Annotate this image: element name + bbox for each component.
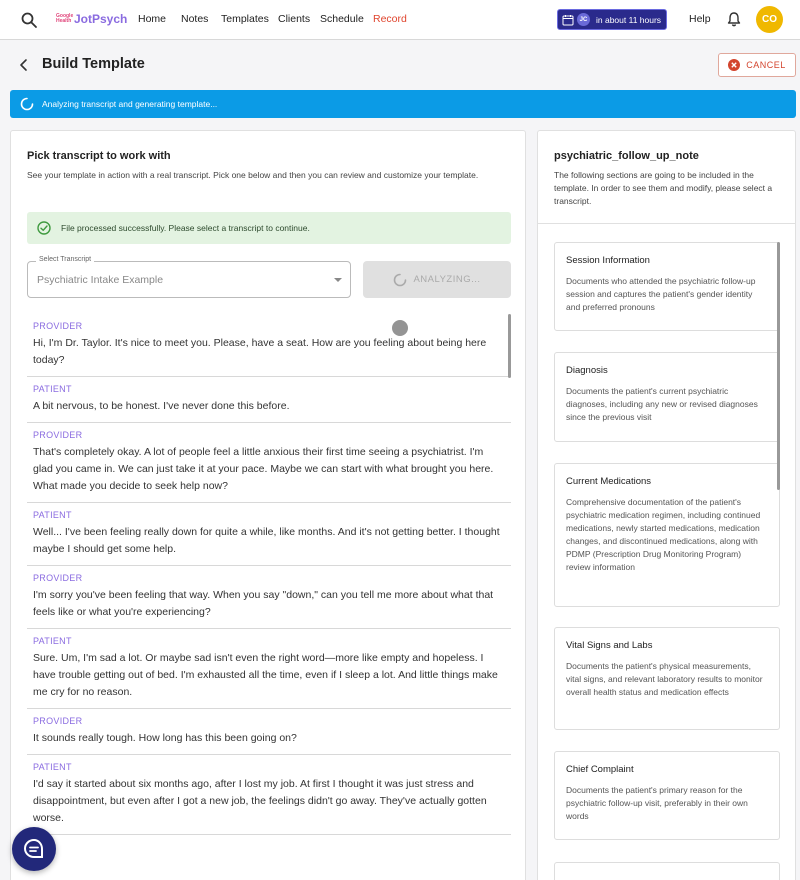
section-card[interactable]	[554, 242, 780, 331]
speaker-label: PROVIDER	[33, 430, 83, 440]
transcript-turn	[27, 629, 511, 709]
jotpsych-logo[interactable]	[56, 12, 127, 26]
section-title: Current Medications	[566, 476, 652, 487]
speaker-label: PROVIDER	[33, 573, 83, 583]
speaker-label: PATIENT	[33, 510, 72, 520]
spinner-icon	[20, 97, 34, 111]
transcript-turn	[27, 314, 511, 377]
nav-schedule[interactable]: Schedule	[320, 13, 364, 25]
section-description: Documents the patient's primary reason for the psychiatric follow-up visit, preferably in their own words	[566, 785, 748, 821]
mouse-cursor	[392, 320, 408, 336]
analyzing-banner	[10, 90, 796, 118]
section-scrollbar[interactable]	[777, 242, 780, 490]
nav-templates[interactable]: Templates	[221, 13, 269, 25]
section-title: Diagnosis	[566, 365, 608, 376]
speaker-label: PATIENT	[33, 636, 72, 646]
transcript-turn	[27, 709, 511, 755]
top-nav	[0, 0, 800, 40]
nav-clients[interactable]: Clients	[278, 13, 311, 25]
next-appointment-pill[interactable]	[557, 9, 667, 30]
check-circle-icon	[37, 221, 51, 235]
select-value: Psychiatric Intake Example	[37, 274, 164, 286]
transcript-turn	[27, 503, 511, 566]
section-list	[538, 223, 796, 880]
section-title: Vital Signs and Labs	[566, 640, 653, 651]
utterance-text: It sounds really tough. How long has this been going on?	[33, 732, 297, 744]
section-card[interactable]	[554, 862, 780, 880]
section-title: Chief Complaint	[566, 764, 634, 775]
utterance-text: Sure. Um, I'm sad a lot. Or maybe sad isn't even the right word—more like empty and hopeless. I have trouble getting out of bed. I'm exhausted all the time, even if I sleep a lot. And little things make me cry for no reason.	[33, 652, 498, 698]
template-name: psychiatric_follow_up_note	[554, 150, 699, 162]
nav-home[interactable]: Home	[138, 13, 167, 25]
spinner-icon	[393, 273, 407, 287]
template-description: The following sections are going to be included in the template. In order to see them and modify, please select a transcript.	[554, 170, 773, 206]
nav-notes[interactable]: Notes	[181, 13, 209, 25]
select-label: Select Transcript	[36, 256, 94, 263]
section-card[interactable]	[554, 627, 780, 730]
transcript-panel-description: See your template in action with a real transcript. Pick one below and then you can review and customize your template.	[27, 170, 479, 180]
analyze-label: ANALYZING...	[413, 274, 481, 285]
cancel-button[interactable]	[718, 53, 796, 77]
transcript-panel	[10, 130, 526, 880]
chat-button[interactable]	[12, 827, 56, 871]
transcript-turn	[27, 377, 511, 423]
speaker-label: PATIENT	[33, 384, 72, 394]
template-panel	[537, 130, 796, 880]
section-card[interactable]	[554, 751, 780, 840]
chat-icon	[22, 837, 46, 861]
success-text: File processed successfully. Please select a transcript to continue.	[61, 223, 310, 233]
transcript-scrollbar[interactable]	[508, 314, 511, 378]
utterance-text: I'd say it started about six months ago, after I lost my job. At first I thought it was just stress and disappointment, but even after I got a new job, the feelings didn't go away. They've actually gotten worse.	[33, 778, 487, 824]
transcript-list	[27, 314, 511, 835]
utterance-text: I'm sorry you've been feeling that way. When you say "down," can you tell me more about what that feels like or what you're experiencing?	[33, 589, 494, 618]
close-circle-icon	[728, 59, 740, 71]
page-title: Build Template	[42, 56, 145, 72]
search-icon[interactable]	[20, 11, 38, 29]
speaker-label: PROVIDER	[33, 321, 83, 331]
speaker-label: PROVIDER	[33, 716, 83, 726]
appointment-time: in about 11 hours	[596, 14, 662, 25]
utterance-text: A bit nervous, to be honest. I've never done this before.	[33, 400, 290, 412]
transcript-turn	[27, 755, 511, 835]
bell-icon[interactable]	[726, 11, 742, 28]
user-avatar[interactable]: CO	[756, 6, 783, 33]
section-title: Session Information	[566, 255, 650, 266]
section-description: Documents who attended the psychiatric follow-up session and captures the patient's gender identity and preferred pronouns	[566, 276, 756, 312]
logo-text: JotPsych	[74, 12, 128, 26]
speaker-label: PATIENT	[33, 762, 72, 772]
success-alert	[27, 212, 511, 244]
logo-tagline: Google Health	[56, 13, 74, 24]
transcript-turn	[27, 566, 511, 629]
utterance-text: Well... I've been feeling really down for quite a while, like months. And it's not getting better. I thought maybe I should get some help.	[33, 526, 500, 555]
utterance-text: Hi, I'm Dr. Taylor. It's nice to meet you. Please, have a seat. How are you feeling about being here today?	[33, 337, 487, 366]
nav-record[interactable]: Record	[373, 13, 407, 25]
cancel-label: CANCEL	[746, 60, 786, 70]
nav-help[interactable]: Help	[689, 13, 711, 25]
transcript-select[interactable]	[27, 256, 351, 298]
section-description: Documents the patient's current psychiatric diagnoses, including any new or revised diagnoses since the previous visit	[566, 386, 758, 422]
section-card[interactable]	[554, 463, 780, 607]
section-description: Documents the patient's physical measurements, vital signs, and relevant laboratory results to monitor overall health status and medication effects	[566, 661, 763, 697]
client-avatar: JC	[577, 13, 590, 26]
transcript-panel-title: Pick transcript to work with	[27, 150, 171, 162]
analyze-button[interactable]	[363, 261, 511, 298]
banner-text: Analyzing transcript and generating template...	[42, 99, 218, 109]
section-card[interactable]	[554, 352, 780, 442]
caret-down-icon	[334, 278, 342, 282]
back-chevron-icon[interactable]	[18, 58, 30, 72]
utterance-text: That's completely okay. A lot of people feel a little anxious their first time seeing a psychiatrist. I'm glad you came in. We can just take it at your pace. Maybe we can start with what brought you here. What made you decide to seek help now?	[33, 446, 494, 492]
transcript-turn	[27, 423, 511, 503]
section-description: Comprehensive documentation of the patient's psychiatric medication regimen, including continued medications, newly started medications, medication changes, and discontinued medications, along with PDMP (Prescription Drug Monitoring Program) review information	[566, 497, 761, 572]
calendar-icon	[562, 14, 574, 26]
